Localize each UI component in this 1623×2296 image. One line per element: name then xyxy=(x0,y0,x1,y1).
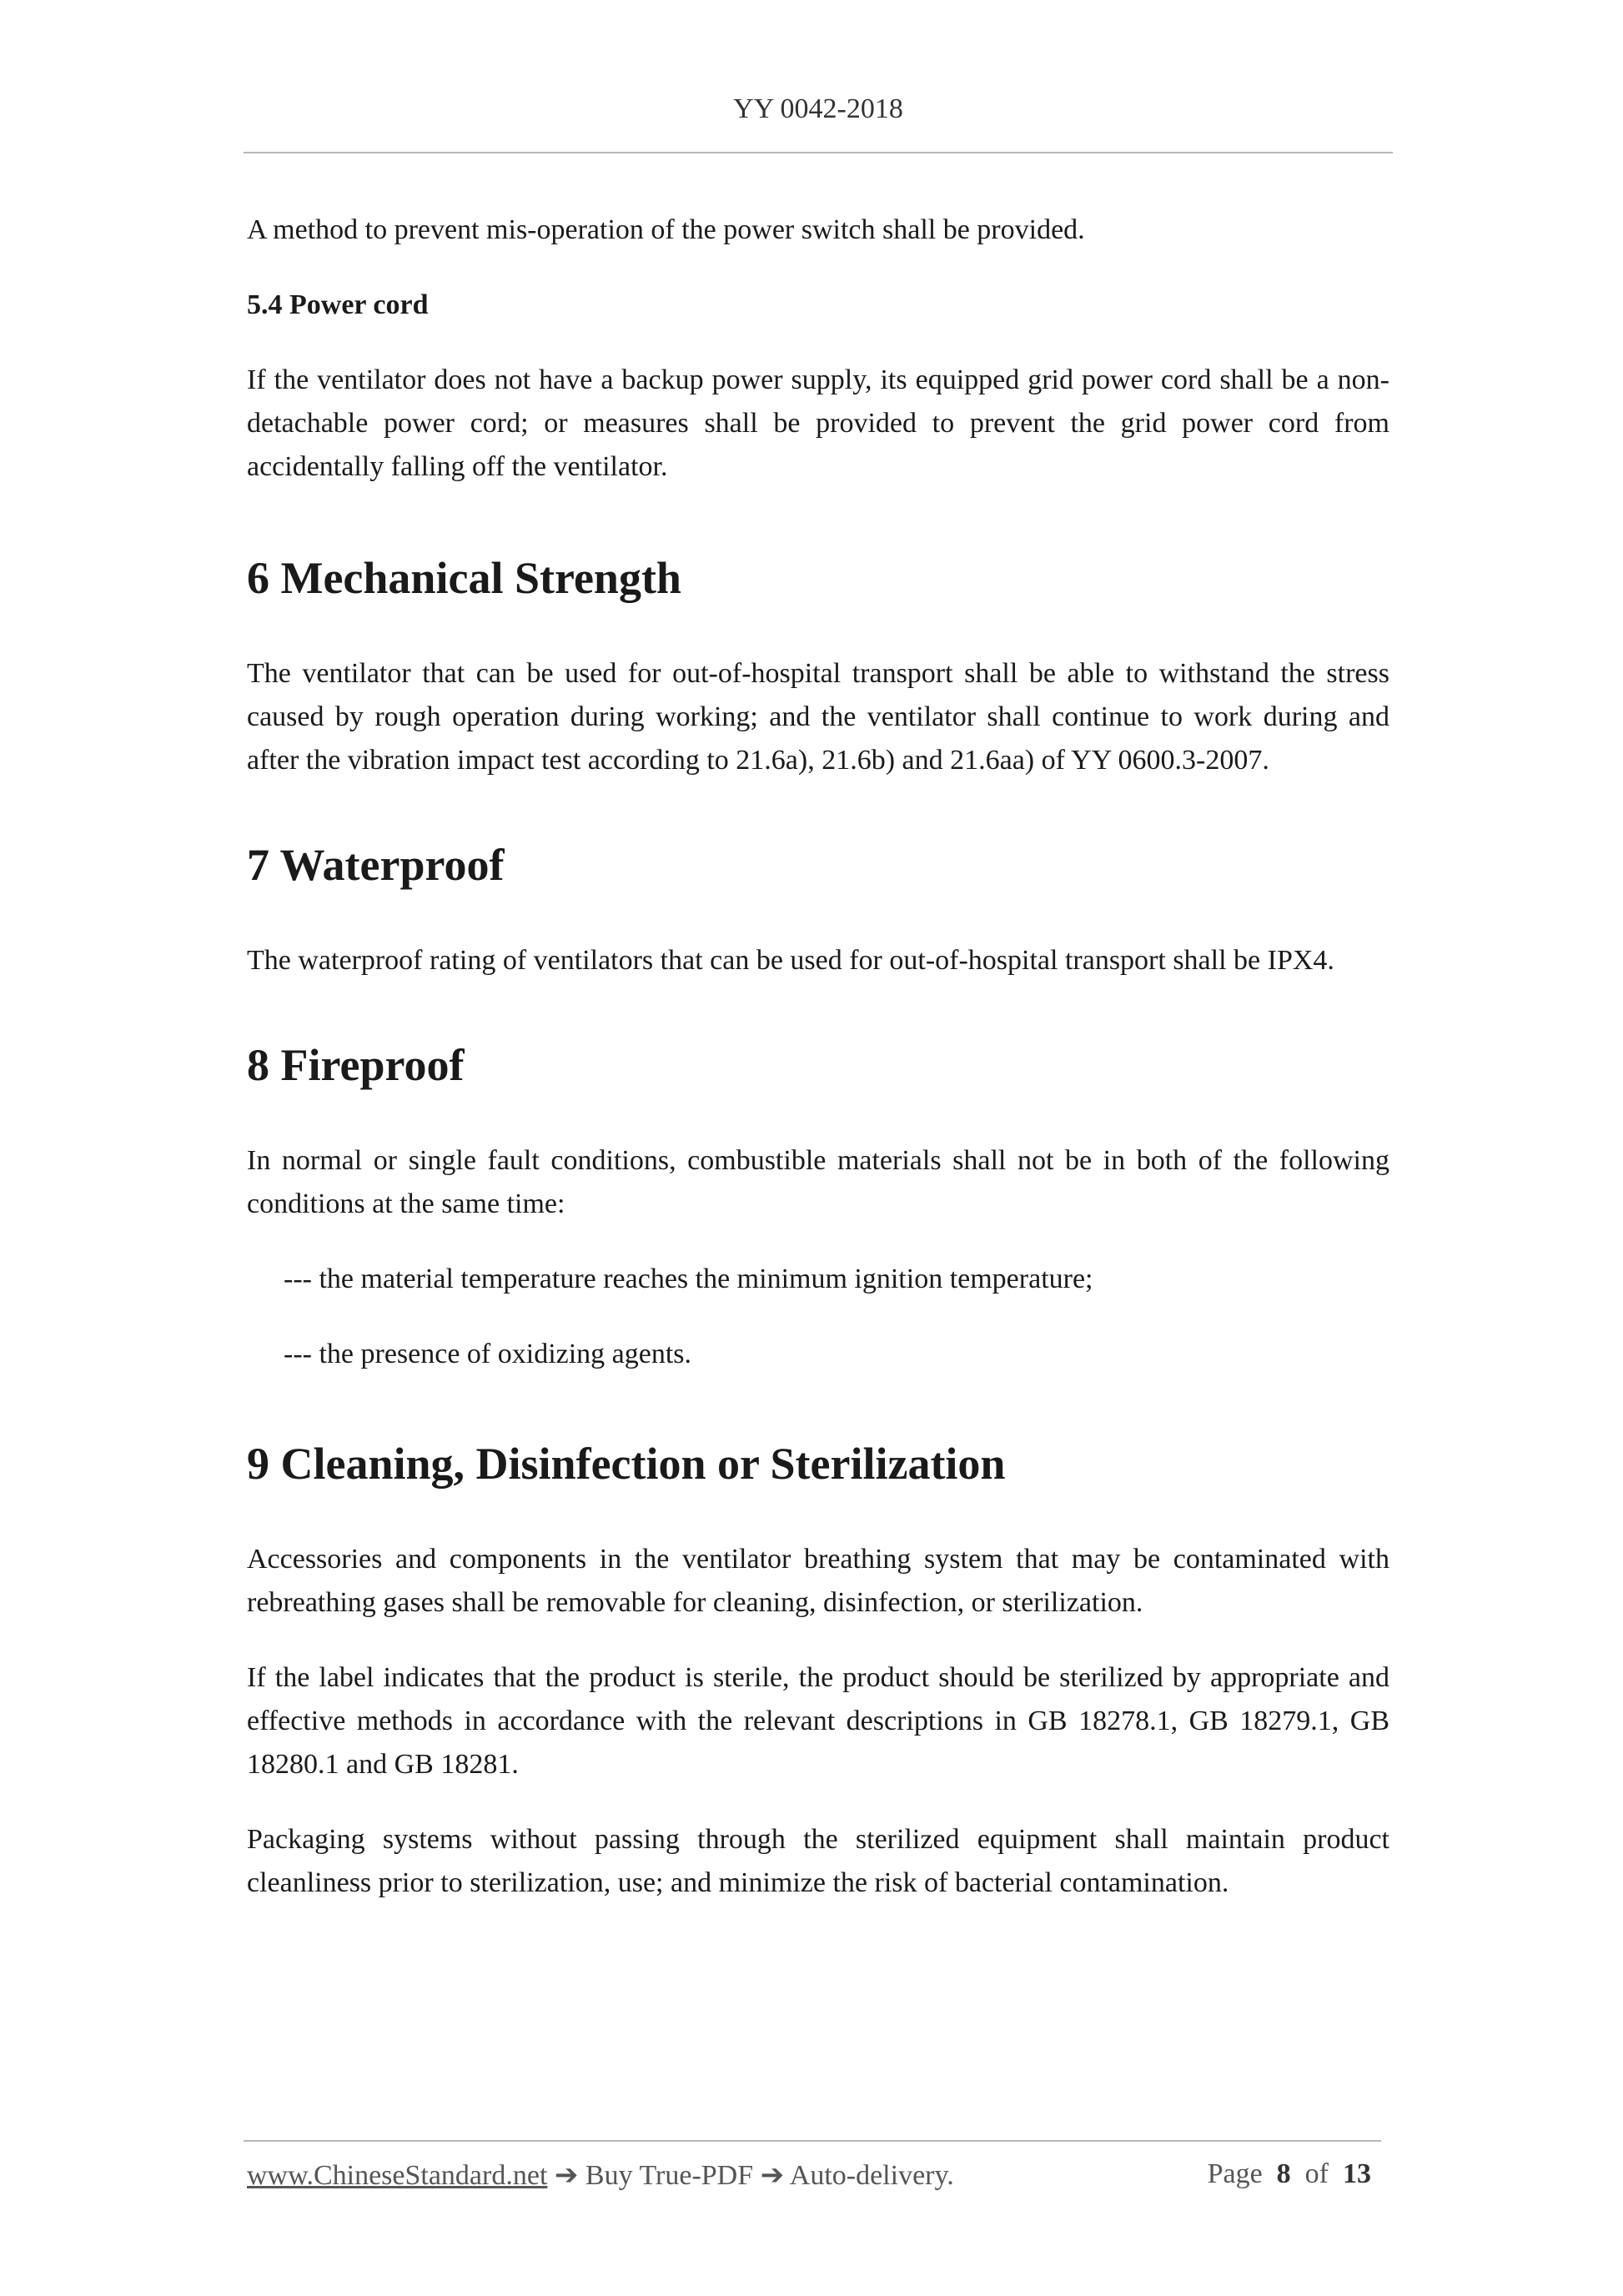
section-5-4-paragraph: If the ventilator does not have a backup power supply, its equipped grid power cord shall be a non-detachable power cord; or measures shall be provided to prevent the grid power cord from accidentally falling off the ventilator. xyxy=(247,364,1389,482)
footer-divider xyxy=(244,2140,1381,2142)
footer-promo xyxy=(247,2158,954,2192)
section-7-heading: 7 Waterproof xyxy=(247,840,505,890)
website-link[interactable]: www.ChineseStandard.net xyxy=(247,2160,548,2191)
buy-pdf-text: Buy True-PDF xyxy=(585,2160,754,2191)
section-9-paragraph-3: Packaging systems without passing through the sterilized equipment shall maintain product cleanliness prior to sterilization, use; and minimize the risk of bacterial contamination. xyxy=(247,1824,1389,1898)
page-header xyxy=(244,93,1393,125)
section-9-paragraph-1: Accessories and components in the ventilator breathing system that may be contaminated with rebreathing gases shall be removable for cleaning, disinfection, or sterilization. xyxy=(247,1544,1389,1618)
auto-delivery-text: Auto-delivery. xyxy=(789,2160,954,2191)
section-8-paragraph: In normal or single fault conditions, combustible materials shall not be in both of the following conditions at the same time: xyxy=(247,1145,1389,1219)
document-code: YY 0042-2018 xyxy=(733,93,903,124)
total-pages: 13 xyxy=(1343,2158,1371,2189)
section-6-heading: 6 Mechanical Strength xyxy=(247,553,681,603)
list-item: --- the material temperature reaches the minimum ignition temperature; xyxy=(284,1264,1093,1294)
section-9-paragraph-2: If the label indicates that the product is sterile, the product should be sterilized by appropriate and effective methods in accordance with the relevant descriptions in GB 18278.1, GB 18279.1, GB 18280.1 and GB 18281. xyxy=(247,1662,1389,1780)
page-label: Page xyxy=(1207,2158,1263,2189)
section-6-paragraph: The ventilator that can be used for out-of-hospital transport shall be able to withstand the stress caused by rough operation during working; and the ventilator shall continue to work during and after the vibration impact test according to 21.6a), 21.6b) and 21.6aa) of YY 0600.3-2007. xyxy=(247,658,1389,776)
page-number xyxy=(1208,2158,1371,2190)
section-7-paragraph: The waterproof rating of ventilators that can be used for out-of-hospital transport shall be IPX4. xyxy=(247,945,1334,976)
section-9-heading: 9 Cleaning, Disinfection or Sterilization xyxy=(247,1439,1006,1489)
header-divider xyxy=(244,152,1393,153)
current-page: 8 xyxy=(1276,2158,1291,2189)
intro-paragraph: A method to prevent mis-operation of the power switch shall be provided. xyxy=(247,214,1085,245)
section-8-heading: 8 Fireproof xyxy=(247,1040,465,1090)
list-item: --- the presence of oxidizing agents. xyxy=(284,1339,692,1369)
arrow-right-icon: ➔ xyxy=(554,2160,579,2191)
arrow-right-icon: ➔ xyxy=(760,2160,785,2191)
of-label: of xyxy=(1304,2158,1329,2189)
section-5-4-heading: 5.4 Power cord xyxy=(247,289,429,320)
page-content xyxy=(247,200,1389,1905)
